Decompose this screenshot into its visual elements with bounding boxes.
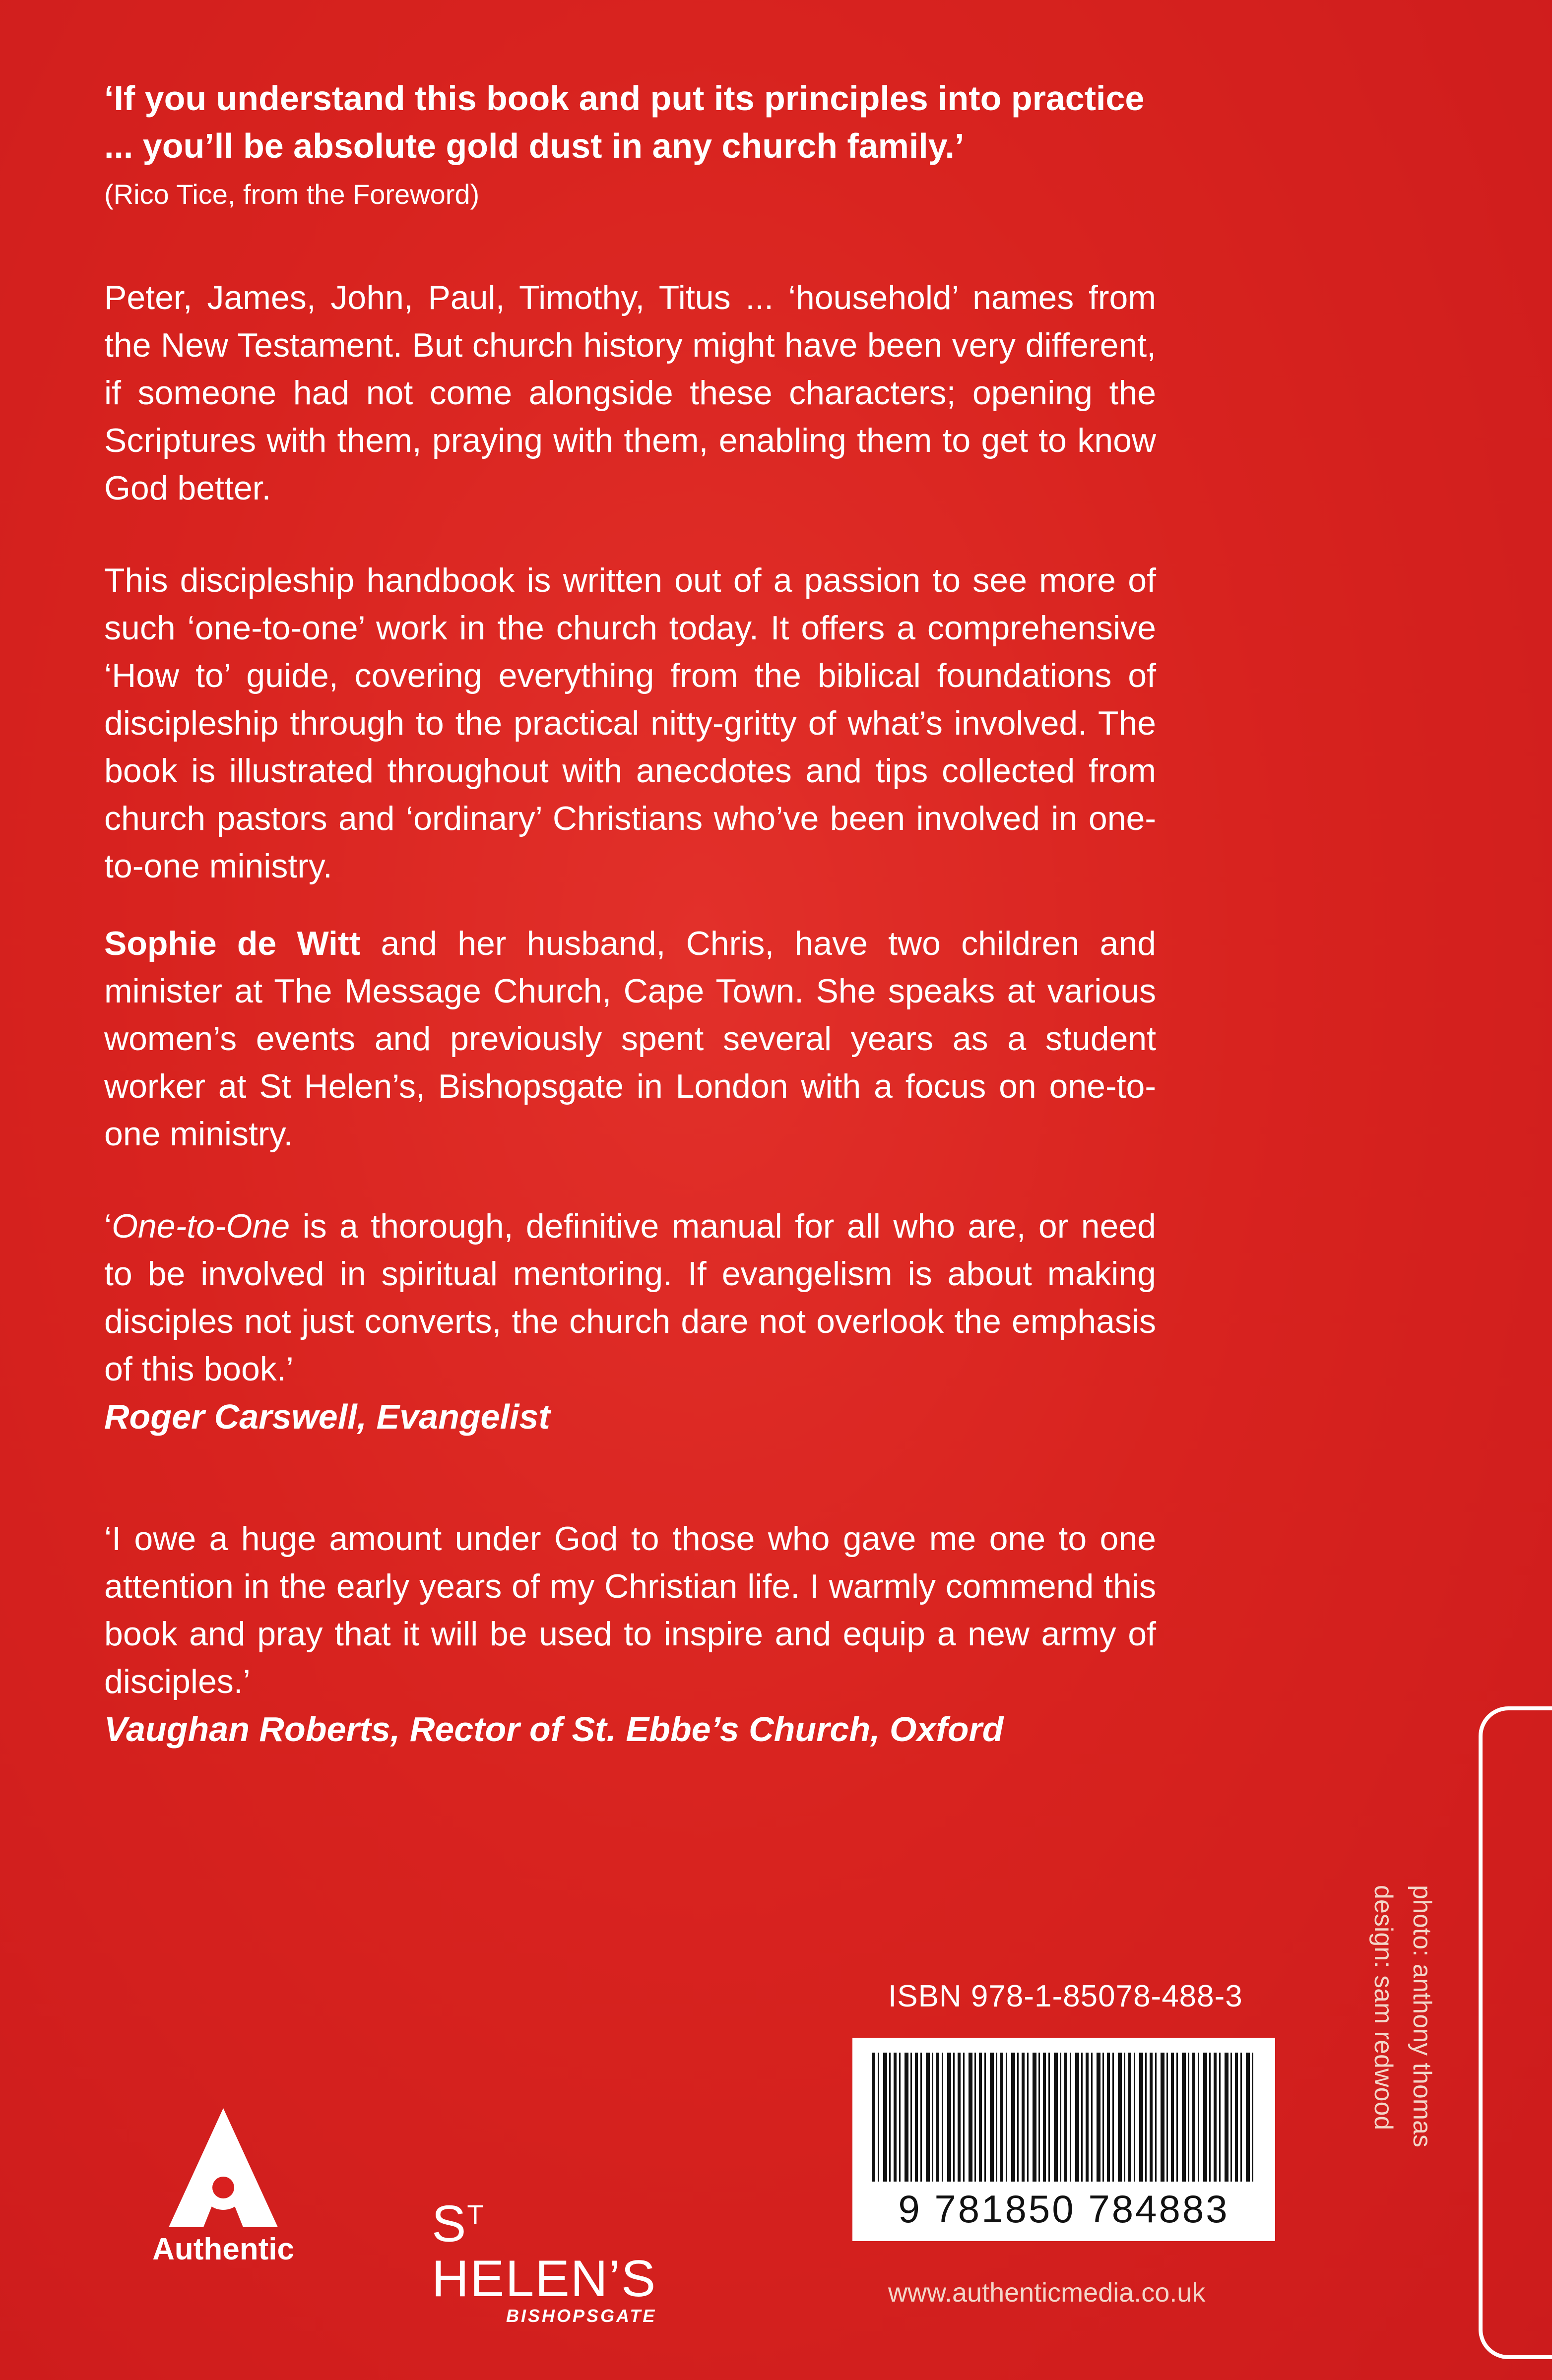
endorsement-1-open-mark: ‘ xyxy=(104,1207,112,1245)
authentic-logo xyxy=(149,2103,298,2272)
author-name: Sophie de Witt xyxy=(104,925,361,962)
barcode-bars xyxy=(872,2053,1255,2182)
endorsement-2-author: Vaughan Roberts, Rector of St. Ebbe’s Church, Oxford xyxy=(104,1710,1004,1749)
description-paragraph: This discipleship handbook is written out of a passion to see more of such ‘one-to-one’ work in the church today. It offers a comprehensive ‘How to’ guide, covering everything from the biblical foundations of discipleship through to the practical nitty-gritty of what’s involved. The book is illustrated throughout with anecdotes and tips collected from church pastors and ‘ordinary’ Christians who’ve been involved in one-to-one ministry. xyxy=(104,562,1156,885)
headline-quote: ‘If you understand this book and put its principles into practice ... you’ll be absolute gold dust in any church family.’ xyxy=(104,79,1145,165)
st-helens-logo xyxy=(432,2188,719,2326)
st-helens-main: HELEN’S xyxy=(432,2250,657,2308)
authentic-logo-label: Authentic xyxy=(152,2232,294,2266)
publisher-website: www.authenticmedia.co.uk xyxy=(888,2278,1206,2308)
cover-flap-outline xyxy=(1479,1706,1552,2359)
endorsement-1-book-title: One-to-One xyxy=(112,1207,290,1245)
endorsement-1-author: Roger Carswell, Evangelist xyxy=(104,1397,550,1436)
barcode xyxy=(852,2038,1275,2241)
design-credit: design: sam redwood xyxy=(1369,1885,1398,2130)
cover-credits xyxy=(1354,1885,1436,2302)
headline-attribution: (Rico Tice, from the Foreword) xyxy=(104,179,480,210)
endorsement-1-body: is a thorough, definitive manual for all who are, or need to be involved in spiritual mentoring. If evangelism is about making disciples not just converts, the church dare not overlook the emphasis of this book.’ xyxy=(104,1207,1156,1388)
author-bio xyxy=(104,920,1156,1158)
endorsement-2-text: ‘I owe a huge amount under God to those who gave me one to one attention in the early years of my Christian life. I warmly commend this book and pray that it will be used to inspire and equip a new army of disciples.’ xyxy=(104,1520,1156,1700)
st-helens-s: S xyxy=(432,2195,467,2253)
cover-text-column xyxy=(104,74,1156,1753)
st-helens-name xyxy=(432,2188,719,2306)
isbn-number: ISBN 978-1-85078-488-3 xyxy=(888,1979,1243,2013)
endorsement-1-text xyxy=(104,1202,1156,1393)
st-helens-t: T xyxy=(467,2200,485,2230)
intro-paragraph: Peter, James, John, Paul, Timothy, Titus ... ‘household’ names from the New Testament. But church history might have been very different, if someone had not come alongside these characters; opening the Scriptures with them, praying with them, enabling them to get to know God better. xyxy=(104,279,1156,507)
st-helens-sub: BISHOPSGATE xyxy=(506,2305,657,2326)
photo-credit: photo: anthony thomas xyxy=(1408,1885,1436,2148)
authentic-a-logo-icon xyxy=(149,2103,298,2232)
barcode-digits: 9 781850 784883 xyxy=(898,2187,1229,2231)
author-bio-text: and her husband, Chris, have two children and minister at The Message Church, Cape Town. She speaks at various women’s events and previously spent several years as a student worker at St Helen’s, Bishopsgate in London with a focus on one-to-one ministry. xyxy=(104,925,1156,1153)
